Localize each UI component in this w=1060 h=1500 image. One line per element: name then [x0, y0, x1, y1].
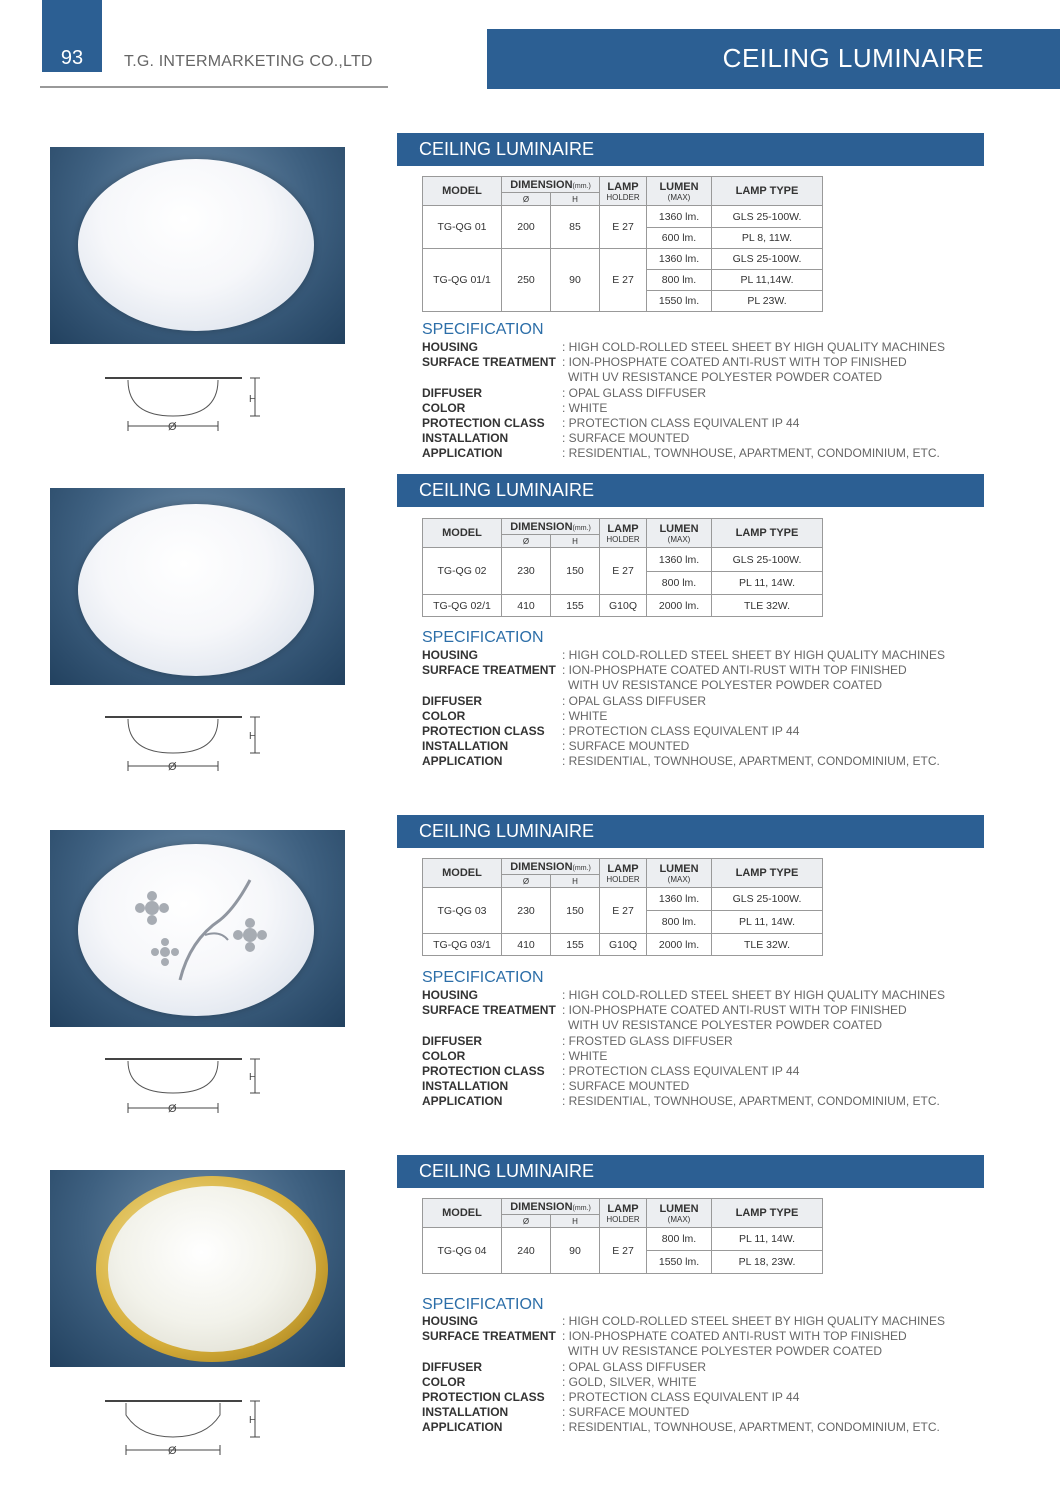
- spec-list-4: HOUSING : HIGH COLD-ROLLED STEEL SHEET BY HIGH QUALITY MACHINES SURFACE TREATMENT : ION-PHOSPHATE COATED ANTI-RUST WITH TOP FINISHED WITH UV RESISTANCE POLYESTER POWDER COATED DIFFUSER : OPAL GLASS DIFFUSER COLOR : GOLD, SILVER, WHITE PROTECTION CLASS : PROTECTION CLASS EQUIVALENT IP 44 INSTALLATION : SURFACE MOUNTED APPLICATION : RESIDENTIAL, TOWNHOUSE, APARTMENT, CONDOMINIUM, ETC.: [422, 1314, 945, 1435]
- floral-pattern-icon: [110, 860, 290, 1000]
- col-lamp-holder: LAMP HOLDER: [600, 177, 647, 206]
- diameter-label: Ø: [168, 761, 177, 773]
- spec-list-3: HOUSING : HIGH COLD-ROLLED STEEL SHEET BY HIGH QUALITY MACHINES SURFACE TREATMENT : ION-PHOSPHATE COATED ANTI-RUST WITH TOP FINISHED WITH UV RESISTANCE POLYESTER POWDER COATED DIFFUSER : FROSTED GLASS DIFFUSER COLOR : WHITE PROTECTION CLASS : PROTECTION CLASS EQUIVALENT IP 44 INSTALLATION : SURFACE MOUNTED APPLICATION : RESIDENTIAL, TOWNHOUSE, APARTMENT, CONDOMINIUM, ETC.: [422, 988, 945, 1109]
- product-photo-qg03: [50, 830, 345, 1027]
- model-table-4: MODEL DIMENSION(mm.) LAMP HOLDER LUMEN (MAX) LAMP TYPE Ø H TG-QG 04 240 90 E 27 800 lm. PL 11, 14W. 1550 lm. PL 18, 23W.: [422, 1198, 823, 1274]
- col-h: H: [551, 193, 600, 206]
- table-row: 800 lm. PL 11, 14W.: [423, 572, 823, 595]
- dimension-sketch-qg03: [100, 1053, 270, 1123]
- product-photo-qg02: [50, 488, 345, 685]
- spec-title-4: SPECIFICATION: [422, 1296, 544, 1313]
- page-number-badge: [42, 0, 102, 72]
- table-row: 600 lm. PL 8, 11W.: [423, 228, 823, 249]
- table-row: TG-QG 02/1 410 155 G10Q 2000 lm. TLE 32W.: [423, 595, 823, 617]
- spec-title-1: SPECIFICATION: [422, 321, 544, 338]
- opal-glass-shade: [78, 504, 314, 676]
- table-row: TG-QG 03/1 410 155 G10Q 2000 lm. TLE 32W.: [423, 934, 823, 956]
- opal-glass-shade: [108, 1186, 316, 1352]
- col-model: MODEL: [423, 177, 502, 206]
- section-title-4: CEILING LUMINAIRE: [397, 1155, 984, 1188]
- table-row: 1550 lm. PL 23W.: [423, 291, 823, 312]
- header-divider: [40, 86, 388, 88]
- table-row: TG-QG 01/1 250 90 E 27 1360 lm. GLS 25-100W.: [423, 249, 823, 270]
- h-label: H: [249, 1415, 257, 1426]
- product-photo-qg04: [50, 1170, 345, 1367]
- diameter-label: Ø: [168, 1445, 177, 1457]
- col-lumen: LUMEN (MAX): [647, 177, 712, 206]
- table-row: TG-QG 02 230 150 E 27 1360 lm. GLS 25-100W.: [423, 548, 823, 572]
- spec-list-2: HOUSING : HIGH COLD-ROLLED STEEL SHEET BY HIGH QUALITY MACHINES SURFACE TREATMENT : ION-PHOSPHATE COATED ANTI-RUST WITH TOP FINISHED WITH UV RESISTANCE POLYESTER POWDER COATED DIFFUSER : OPAL GLASS DIFFUSER COLOR : WHITE PROTECTION CLASS : PROTECTION CLASS EQUIVALENT IP 44 INSTALLATION : SURFACE MOUNTED APPLICATION : RESIDENTIAL, TOWNHOUSE, APARTMENT, CONDOMINIUM, ETC.: [422, 648, 945, 769]
- table-row: TG-QG 03 230 150 E 27 1360 lm. GLS 25-100W.: [423, 888, 823, 911]
- dimension-sketch-qg04: [100, 1395, 270, 1465]
- table-row: TG-QG 01 200 85 E 27 1360 lm. GLS 25-100W.: [423, 206, 823, 228]
- dimension-sketch-qg02: [100, 711, 270, 781]
- col-lamp-type: LAMP TYPE: [712, 177, 823, 206]
- h-label: H: [249, 1072, 257, 1083]
- section-title-2: CEILING LUMINAIRE: [397, 474, 984, 507]
- model-table-1: [422, 176, 823, 312]
- model-table-3: MODEL DIMENSION(mm.) LAMP HOLDER LUMEN (MAX) LAMP TYPE Ø H TG-QG 03 230 150 E 27 1360 lm. GLS 25-100W. 800 lm. PL 11, 14W. TG-QG 03/1 410 155 G10Q 2000 lm. TLE 32W.: [422, 858, 823, 956]
- col-dimension: DIMENSION(mm.): [502, 177, 600, 193]
- table-row: 800 lm. PL 11,14W.: [423, 270, 823, 291]
- spec-list-1: HOUSING : HIGH COLD-ROLLED STEEL SHEET BY HIGH QUALITY MACHINES SURFACE TREATMENT : ION-PHOSPHATE COATED ANTI-RUST WITH TOP FINISHED WITH UV RESISTANCE POLYESTER POWDER COATED DIFFUSER : OPAL GLASS DIFFUSER COLOR : WHITE PROTECTION CLASS : PROTECTION CLASS EQUIVALENT IP 44 INSTALLATION : SURFACE MOUNTED APPLICATION : RESIDENTIAL, TOWNHOUSE, APARTMENT, CONDOMINIUM, ETC.: [422, 340, 945, 461]
- diameter-label: Ø: [168, 1103, 177, 1115]
- banner-title: CEILING LUMINAIRE: [722, 43, 984, 73]
- table-row: TG-QG 04 240 90 E 27 800 lm. PL 11, 14W.: [423, 1228, 823, 1251]
- table-row: 800 lm. PL 11, 14W.: [423, 911, 823, 934]
- model-table-2: MODEL DIMENSION(mm.) LAMP HOLDER LUMEN (MAX) LAMP TYPE Ø H TG-QG 02 230 150 E 27 1360 lm. GLS 25-100W. 800 lm. PL 11, 14W. TG-QG 02/1 410 155 G10Q 2000 lm. TLE 32W.: [422, 518, 823, 617]
- h-label: H: [249, 394, 257, 405]
- page-number: 93: [60, 47, 84, 69]
- category-banner: [487, 29, 1060, 89]
- section-title-3: CEILING LUMINAIRE: [397, 815, 984, 848]
- opal-glass-shade: [78, 159, 314, 331]
- spec-title-2: SPECIFICATION: [422, 629, 544, 646]
- dimension-sketch-qg01: [100, 372, 270, 442]
- section-title-1: CEILING LUMINAIRE: [397, 133, 984, 166]
- product-photo-qg01: [50, 147, 345, 344]
- h-label: H: [249, 731, 257, 742]
- company-name: T.G. INTERMARKETING CO.,LTD: [124, 53, 373, 70]
- table-row: 1550 lm. PL 18, 23W.: [423, 1251, 823, 1274]
- col-dia: Ø: [502, 193, 551, 206]
- spec-title-3: SPECIFICATION: [422, 969, 544, 986]
- diameter-label: Ø: [168, 421, 177, 433]
